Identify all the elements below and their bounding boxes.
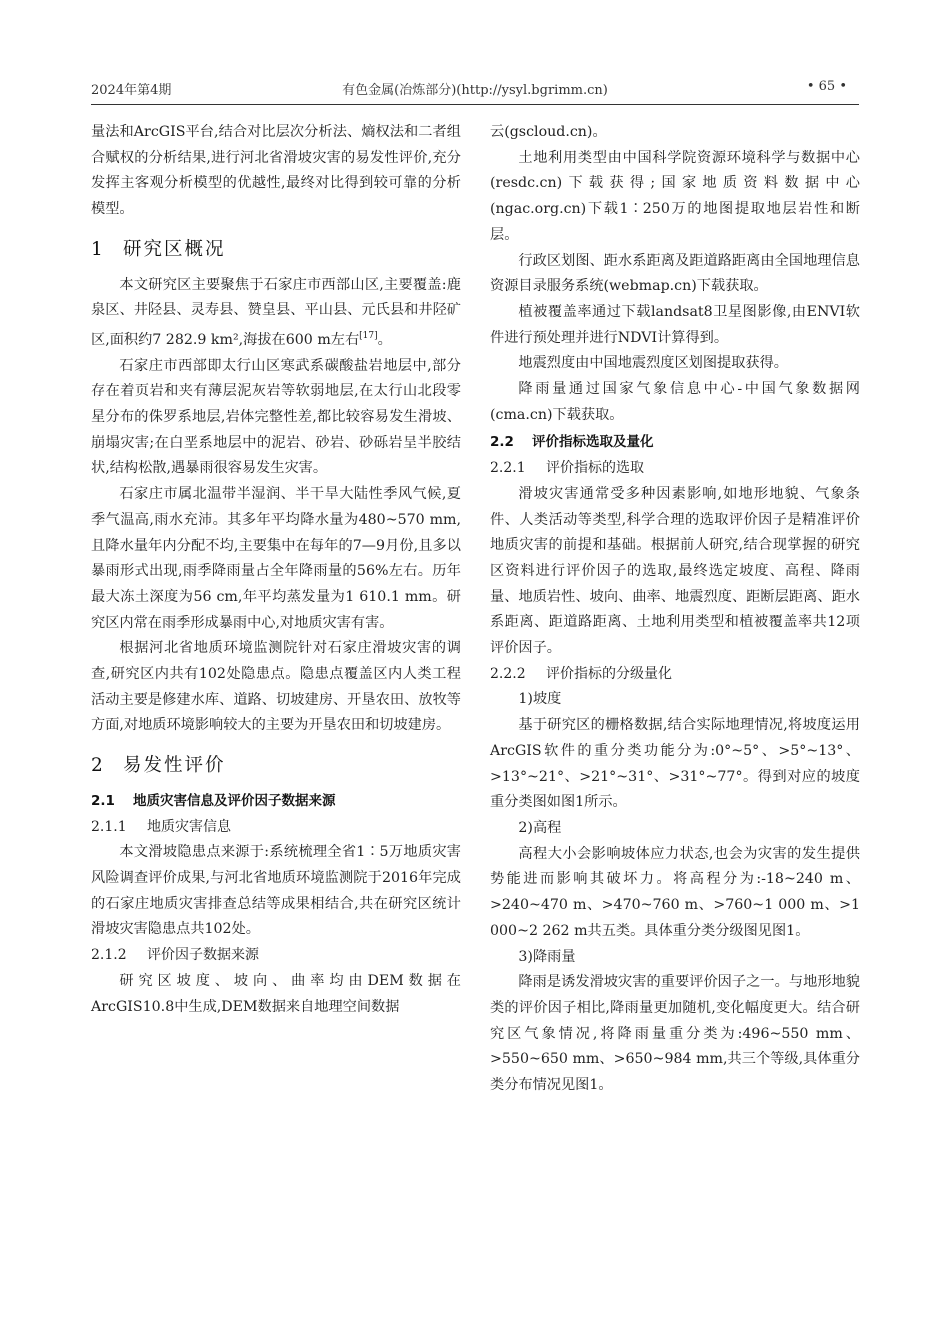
list-item-label: 3)降雨量 — [518, 948, 576, 965]
section-title: 评价指标选取及量化 — [532, 434, 654, 451]
paragraph: 降雨量通过国家气象信息中心-中国气象数据网(cma.cn)下载获取。 — [490, 381, 860, 423]
paragraph-text: 本文研究区主要聚焦于石家庄市西部山区,主要覆盖:鹿泉区、井陉县、灵寿县、赞皇县、平山县、元氏县和井陉矿区,面积约7 282.9 km²,海拔在600 m左右 — [91, 276, 461, 348]
paragraph: 基于研究区的栅格数据,结合实际地理情况,将坡度运用ArcGIS软件的重分类功能分为:0°~5°、>5°~13°、>13°~21°、>21°~31°、>31°~77°。得到对应的坡度重分类图如图1所示。 — [490, 717, 860, 811]
section-title: 研究区概况 — [123, 238, 226, 260]
section-2-heading — [91, 753, 461, 779]
paragraph: 滑坡灾害通常受多种因素影响,如地形地貌、气象条件、人类活动等类型,科学合理的选取评价因子是精准评价地质灾害的前提和基础。根据前人研究,结合现掌握的研究区资料进行评价因子的选取,最终选定坡度、高程、降雨量、地质岩性、坡向、曲率、地震烈度、距断层距离、距水系距离、距道路距离、土地利用类型和植被覆盖率共12项评价因子。 — [490, 485, 860, 657]
paragraph — [91, 273, 461, 354]
section-1-heading — [91, 237, 461, 263]
section-number: 2.1.1 — [91, 818, 127, 835]
paragraph: 本文滑坡隐患点来源于:系统梳理全省1∶5万地质灾害风险调查评价成果,与河北省地质环境监测院于2016年完成的石家庄地质灾害排查总结等成果相结合,共在研究区统计滑坡灾害隐患点共102处。 — [91, 844, 461, 938]
section-number: 2.1 — [91, 792, 115, 809]
section-title: 地质灾害信息及评价因子数据来源 — [133, 792, 336, 809]
paragraph: 降雨是诱发滑坡灾害的重要评价因子之一。与地形地貌类的评价因子相比,降雨量更加随机,变化幅度更大。结合研究区气象情况,将降雨量重分类为:496~550 mm、>550~650 mm、>650~984 mm,共三个等级,具体重分类分布情况见图1。 — [490, 974, 860, 1094]
paragraph: 植被覆盖率通过下载landsat8卫星图影像,由ENVI软件进行预处理并进行NDVI计算得到。 — [490, 303, 860, 346]
paragraph: 根据河北省地质环境监测院针对石家庄滑坡灾害的调查,研究区内共有102处隐患点。隐患点覆盖区内人类工程活动主要是修建水库、道路、切坡建房、开垦农田、放牧等方面,对地质环境影响较大的主要为开垦农田和切坡建房。 — [91, 640, 461, 734]
section-number: 2.2 — [490, 434, 514, 451]
right-column — [490, 120, 860, 1099]
section-2-2-heading — [490, 430, 860, 456]
section-number: 2.2.1 — [490, 460, 526, 477]
paragraph: 研究区坡度、坡向、曲率均由DEM数据在ArcGIS10.8中生成,DEM数据来自地理空间数据 — [91, 972, 461, 1015]
section-2-1-heading — [91, 789, 461, 815]
intro-paragraph: 量法和ArcGIS平台,结合对比层次分析法、熵权法和二者组合赋权的分析结果,进行河北省滑坡灾害的易发性评价,充分发挥主客观分析模型的优越性,最终对比得到较可靠的分析模型。 — [91, 124, 461, 218]
paragraph: 高程大小会影响坡体应力状态,也会为灾害的发生提供势能进而影响其破坏力。将高程分为:-18~240 m、>240~470 m、>470~760 m、>760~1 000 m、>1 000~2 262 m共五类。具体重分类分级图见图1。 — [490, 845, 860, 939]
section-2-2-2-heading — [490, 662, 860, 688]
section-title: 评价指标的分级量化 — [546, 665, 672, 682]
paragraph: 行政区划图、距水系距离及距道路距离由全国地理信息资源目录服务系统(webmap.cn)下载获取。 — [490, 252, 860, 295]
section-number: 2 — [91, 755, 105, 777]
section-2-2-1-heading — [490, 456, 860, 482]
section-2-1-1-heading — [91, 815, 461, 841]
section-title: 地质灾害信息 — [147, 818, 231, 835]
section-2-1-2-heading — [91, 943, 461, 969]
paragraph-continued: 云(gscloud.cn)。 — [490, 124, 607, 140]
section-number: 2.2.2 — [490, 665, 526, 682]
header-rule — [91, 104, 859, 105]
running-header — [91, 79, 859, 101]
citation-ref: [17] — [359, 330, 378, 341]
section-title: 评价指标的选取 — [546, 460, 644, 477]
section-number: 1 — [91, 238, 105, 260]
paragraph: 土地利用类型由中国科学院资源环境科学与数据中心(resdc.cn)下载获得;国家地质资料数据中心(ngac.org.cn)下载1∶250万的地图提取地层岩性和断层。 — [490, 149, 860, 243]
section-number: 2.1.2 — [91, 947, 127, 964]
journal-title: 有色金属(冶炼部分)(http://ysyl.bgrimm.cn) — [342, 83, 608, 98]
issue-label: 2024年第4期 — [91, 83, 172, 98]
section-title: 评价因子数据来源 — [147, 947, 259, 964]
section-title: 易发性评价 — [123, 755, 226, 777]
paragraph-end: 。 — [377, 331, 392, 348]
list-item-label: 2)高程 — [518, 819, 562, 836]
paragraph: 石家庄市属北温带半湿润、半干旱大陆性季风气候,夏季气温高,雨水充沛。其多年平均降水量为480~570 mm,且降水量年内分配不均,主要集中在每年的7—9月份,且多以暴雨形式出现,雨季降雨量占全年降雨量的56%左右。历年最大冻土深度为56 cm,年平均蒸发量为1 610.1 mm。研究区内常在雨季形成暴雨中心,对地质灾害有害。 — [91, 486, 461, 631]
paragraph: 石家庄市西部即太行山区寒武系碳酸盐岩地层中,部分存在着页岩和夹有薄层泥灰岩等软弱地层,在太行山北段零星分布的侏罗系地层,岩体完整性差,都比较容易发生滑坡、崩塌灾害;在白垩系地层中的泥岩、砂岩、砂砾岩呈半胶结状,结构松散,遇暴雨很容易发生灾害。 — [91, 357, 461, 477]
left-column — [91, 120, 461, 1020]
page-number: • 65 • — [806, 79, 847, 94]
list-item-label: 1)坡度 — [518, 691, 562, 708]
paragraph: 地震烈度由中国地震烈度区划图提取获得。 — [518, 355, 788, 372]
